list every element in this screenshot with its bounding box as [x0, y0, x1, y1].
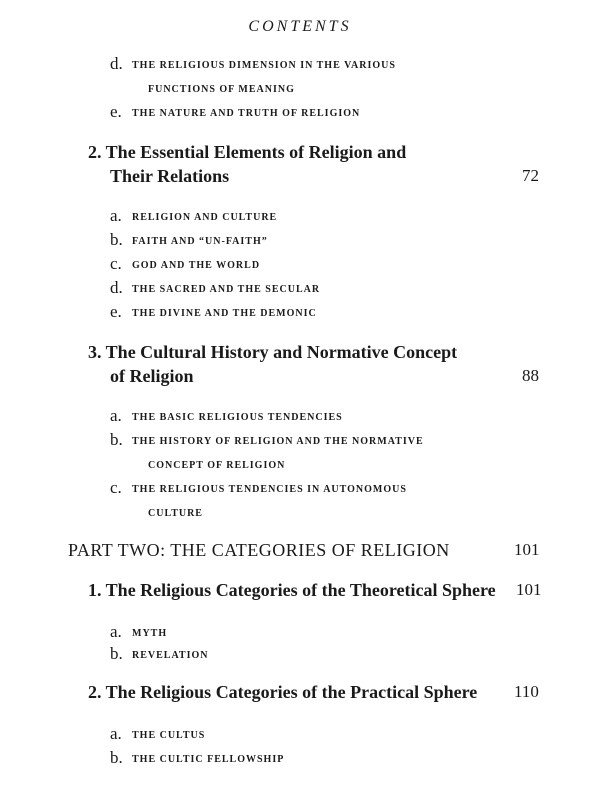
chapter-title: 2. The Religious Categories of the Practical Sphere: [88, 682, 478, 702]
subsection-title-continued: CULTURE: [148, 508, 203, 519]
subsection-title: MYTH: [132, 628, 168, 639]
subsection-letter: a.: [110, 406, 122, 425]
subsection-title: THE DIVINE AND THE DEMONIC: [132, 308, 317, 319]
subsection-letter: c.: [110, 254, 122, 273]
subsection-title: THE HISTORY OF RELIGION AND THE NORMATIVE: [132, 436, 424, 447]
page-number: 88: [522, 366, 539, 385]
subsection-letter: b.: [110, 230, 123, 249]
subsection-letter: e.: [110, 302, 122, 321]
subsection-letter: b.: [110, 748, 123, 767]
subsection-title: FAITH AND “UN-FAITH”: [132, 236, 268, 247]
chapter-title: 3. The Cultural History and Normative Concept: [88, 342, 458, 362]
page-number: 110: [514, 682, 539, 701]
subsection-letter: b.: [110, 430, 123, 449]
subsection-title: RELIGION AND CULTURE: [132, 212, 278, 223]
subsection-title: THE SACRED AND THE SECULAR: [132, 284, 321, 295]
subsection-title: THE RELIGIOUS TENDENCIES IN AUTONOMOUS: [132, 484, 407, 495]
subsection-title-continued: FUNCTIONS OF MEANING: [148, 84, 295, 95]
subsection-title: REVELATION: [132, 650, 209, 661]
subsection-letter: a.: [110, 622, 122, 641]
subsection-letter: a.: [110, 724, 122, 743]
subsection-letter: a.: [110, 206, 122, 225]
subsection-letter: e.: [110, 102, 122, 121]
subsection-letter: d.: [110, 278, 123, 297]
subsection-title: THE CULTUS: [132, 730, 206, 741]
page-number: 101: [516, 580, 542, 599]
subsection-letter: d.: [110, 54, 123, 73]
running-head: CONTENTS: [248, 18, 352, 35]
subsection-letter: c.: [110, 478, 122, 497]
subsection-title: THE RELIGIOUS DIMENSION IN THE VARIOUS: [132, 60, 396, 71]
subsection-letter: b.: [110, 644, 123, 663]
chapter-title-continued: of Religion: [110, 366, 194, 386]
subsection-title: THE BASIC RELIGIOUS TENDENCIES: [132, 412, 343, 423]
subsection-title-continued: CONCEPT OF RELIGION: [148, 460, 286, 471]
page-number: 72: [522, 166, 539, 185]
chapter-title: 1. The Religious Categories of the Theoretical Sphere: [88, 580, 496, 600]
chapter-title: 2. The Essential Elements of Religion and: [88, 142, 407, 162]
subsection-title: THE NATURE AND TRUTH OF RELIGION: [132, 108, 361, 119]
subsection-title: GOD AND THE WORLD: [132, 260, 261, 271]
subsection-title: THE CULTIC FELLOWSHIP: [132, 754, 285, 765]
part-title: PART TWO: THE CATEGORIES OF RELIGION: [68, 540, 450, 560]
page-number: 101: [514, 540, 540, 559]
chapter-title-continued: Their Relations: [110, 166, 230, 186]
